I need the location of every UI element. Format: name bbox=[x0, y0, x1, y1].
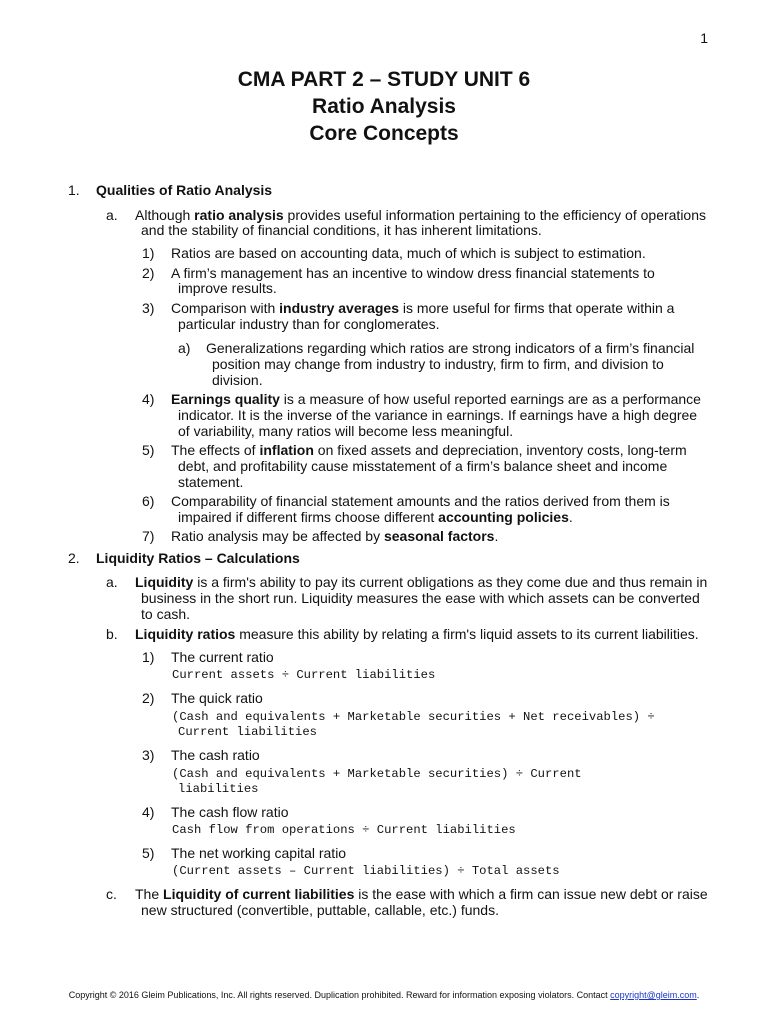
s1-a-line-1 bbox=[135, 207, 706, 223]
s1-a-marker: a. bbox=[106, 207, 118, 223]
s2-a-line-2: business in the short run. Liquidity measures the ease with which assets can be converted bbox=[141, 590, 700, 606]
s2-c-line-1 bbox=[135, 886, 708, 902]
s1-i3-l1-post: is more useful for firms that operate within a bbox=[399, 300, 675, 316]
s1-item-3a-line-2: position may change from industry to industry, firm to firm, and division to bbox=[212, 356, 664, 372]
s1-item-6-number: 6) bbox=[142, 493, 155, 509]
s2-a-l1-bold: Liquidity bbox=[135, 574, 194, 590]
ratio-3-formula-line-2: liabilities bbox=[178, 782, 259, 796]
footer-copyright bbox=[0, 990, 768, 1000]
s1-i3-l1-pre: Comparison with bbox=[171, 300, 280, 316]
ratio-4-label: The cash flow ratio bbox=[171, 804, 289, 820]
s1-i7-l1-post: . bbox=[494, 528, 499, 544]
s2-c-line-2: new structured (convertible, puttable, callable, etc.) funds. bbox=[141, 902, 499, 918]
ratio-1-formula: Current assets ÷ Current liabilities bbox=[172, 668, 436, 682]
page-number: 1 bbox=[700, 30, 708, 46]
s1-item-5-number: 5) bbox=[142, 442, 155, 458]
s1-i6-l2-post: . bbox=[568, 509, 573, 525]
ratio-5-formula: (Current assets – Current liabilities) ÷ Total assets bbox=[172, 864, 560, 878]
s1-item-1-line-1: Ratios are based on accounting data, much of which is subject to estimation. bbox=[171, 245, 646, 261]
s2-b-l1-post: measure this ability by relating a firm's liquid assets to its current liabilities. bbox=[235, 626, 699, 642]
s1-item-3-line-1 bbox=[171, 300, 674, 316]
s1-item-5-line-1 bbox=[171, 442, 687, 458]
section-1-heading: Qualities of Ratio Analysis bbox=[96, 182, 273, 198]
s1-i3-l1-bold: industry averages bbox=[279, 300, 399, 316]
s1-item-7-number: 7) bbox=[142, 528, 155, 544]
s1-i4-l1-post: is a measure of how useful reported earnings are as a performance bbox=[279, 391, 701, 407]
s2-b-line-1 bbox=[135, 626, 699, 642]
ratio-3-formula-line-1: (Cash and equivalents + Marketable securities) ÷ Current bbox=[172, 767, 582, 781]
s2-b-l1-bold: Liquidity ratios bbox=[135, 626, 236, 642]
ratio-2-label: The quick ratio bbox=[171, 690, 263, 706]
footer-end: . bbox=[696, 990, 700, 1000]
s1-a-l1-post: provides useful information pertaining to the efficiency of operations bbox=[283, 207, 706, 223]
s2-a-marker: a. bbox=[106, 574, 118, 590]
s2-c-l1-post: is the ease with which a firm can issue new debt or raise bbox=[354, 886, 708, 902]
ratio-3-label: The cash ratio bbox=[171, 747, 260, 763]
s1-item-3a-line-1: Generalizations regarding which ratios are strong indicators of a firm’s financial bbox=[206, 340, 695, 356]
s1-i7-l1-pre: Ratio analysis may be affected by bbox=[171, 528, 384, 544]
ratio-2-formula-line-2: Current liabilities bbox=[178, 725, 317, 739]
ratio-2-number: 2) bbox=[142, 690, 155, 706]
s2-a-l1-post: is a firm's ability to pay its current obligations as they come due and thus remain in bbox=[193, 574, 708, 590]
section-2-heading: Liquidity Ratios – Calculations bbox=[96, 550, 300, 566]
s1-item-3a-number: a) bbox=[178, 340, 191, 356]
s1-item-3-line-2: particular industry than for conglomerates. bbox=[178, 316, 440, 332]
ratio-3-number: 3) bbox=[142, 747, 155, 763]
s2-c-l1-bold: Liquidity of current liabilities bbox=[163, 886, 355, 902]
s1-item-2-line-1: A firm’s management has an incentive to window dress financial statements to bbox=[171, 265, 655, 281]
s1-i6-l2-pre: impaired if different firms choose different bbox=[178, 509, 439, 525]
s1-a-l1-bold: ratio analysis bbox=[194, 207, 284, 223]
title-line-3: Core Concepts bbox=[309, 122, 459, 145]
section-2-number: 2. bbox=[68, 550, 80, 566]
ratio-4-number: 4) bbox=[142, 804, 155, 820]
s1-item-1-number: 1) bbox=[142, 245, 155, 261]
s1-item-4-line-2: indicator. It is the inverse of the variance in earnings. If earnings have a high degree bbox=[178, 407, 698, 423]
title-line-2: Ratio Analysis bbox=[312, 95, 456, 118]
s1-i7-l1-bold: seasonal factors bbox=[383, 528, 495, 544]
s1-item-4-line-3: of variability, many ratios will become less meaningful. bbox=[178, 423, 514, 439]
section-1-number: 1. bbox=[68, 182, 80, 198]
title-line-1: CMA PART 2 – STUDY UNIT 6 bbox=[237, 68, 531, 91]
s1-item-7-line-1 bbox=[171, 528, 498, 544]
s1-i4-l1-bold: Earnings quality bbox=[171, 391, 280, 407]
s1-item-5-line-2: debt, and profitability cause misstatement of a firm’s balance sheet and income bbox=[178, 458, 668, 474]
ratio-5-label: The net working capital ratio bbox=[171, 845, 347, 861]
s1-item-6-line-1: Comparability of financial statement amounts and the ratios derived from them is bbox=[171, 493, 670, 509]
s1-i6-l2-bold: accounting policies bbox=[438, 509, 569, 525]
s1-item-3a-line-3: division. bbox=[212, 372, 263, 388]
s2-a-line-3: to cash. bbox=[141, 606, 191, 622]
s1-i5-l1-bold: inflation bbox=[259, 442, 314, 458]
s2-a-line-1 bbox=[135, 574, 707, 590]
s1-item-4-number: 4) bbox=[142, 391, 155, 407]
ratio-1-number: 1) bbox=[142, 649, 155, 665]
footer-text: Copyright © 2016 Gleim Publications, Inc. All rights reserved. Duplication prohibited. Reward for information exposing violators. Contact bbox=[68, 990, 611, 1000]
ratio-4-formula: Cash flow from operations ÷ Current liabilities bbox=[172, 823, 516, 837]
footer-email-link[interactable]: copyright@gleim.com bbox=[610, 990, 697, 1000]
s1-i5-l1-pre: The effects of bbox=[171, 442, 260, 458]
ratio-2-formula-line-1: (Cash and equivalents + Marketable securities + Net receivables) ÷ bbox=[172, 710, 655, 724]
s2-c-marker: c. bbox=[106, 886, 117, 902]
ratio-5-number: 5) bbox=[142, 845, 155, 861]
ratio-1-label: The current ratio bbox=[171, 649, 274, 665]
s2-c-l1-pre: The bbox=[135, 886, 164, 902]
s1-i5-l1-post: on fixed assets and depreciation, inventory costs, long-term bbox=[313, 442, 687, 458]
s1-item-2-line-2: improve results. bbox=[178, 280, 277, 296]
s1-a-l1-pre: Although bbox=[135, 207, 195, 223]
s1-item-4-line-1 bbox=[171, 391, 701, 407]
s1-item-5-line-3: statement. bbox=[178, 474, 244, 490]
s1-item-6-line-2 bbox=[178, 509, 573, 525]
s1-a-line-2: and the stability of financial conditions, it has inherent limitations. bbox=[141, 222, 542, 238]
s1-item-3-number: 3) bbox=[142, 300, 155, 316]
s1-item-2-number: 2) bbox=[142, 265, 155, 281]
s2-b-marker: b. bbox=[106, 626, 118, 642]
